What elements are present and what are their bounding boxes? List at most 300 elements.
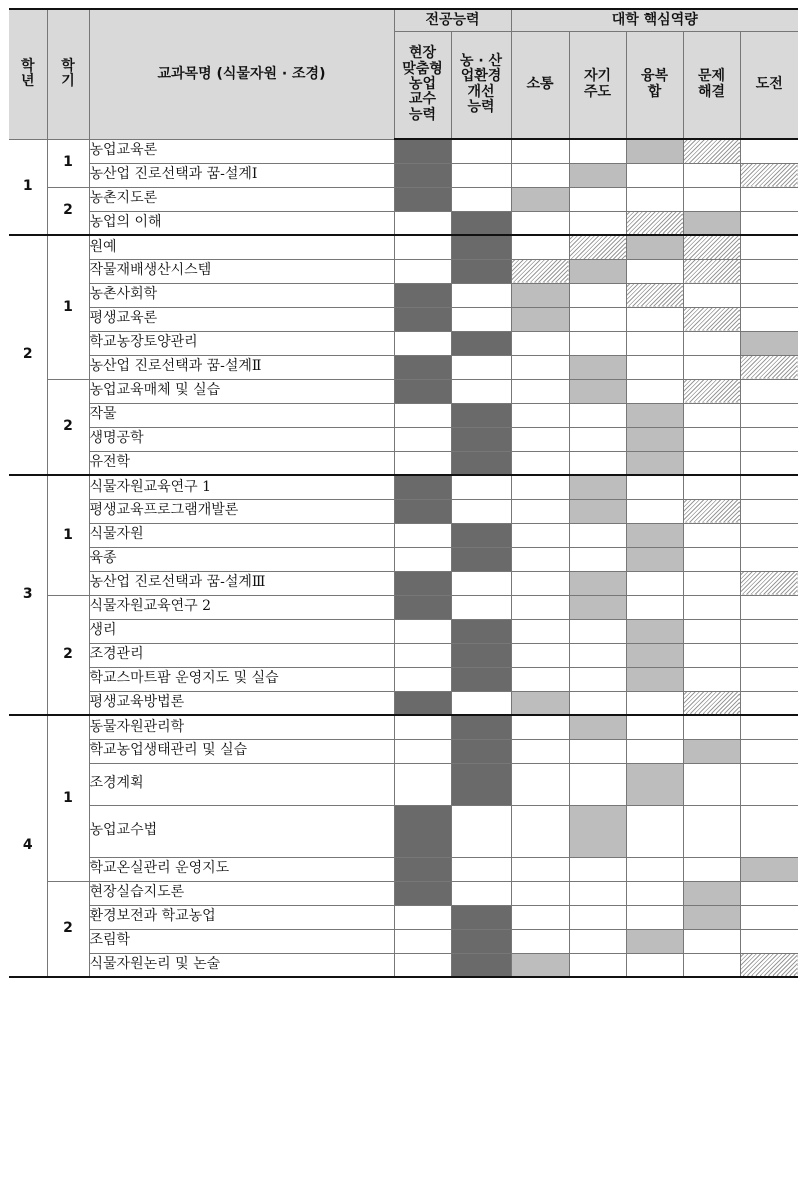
competency-cell-dark: [451, 331, 511, 355]
table-row: [9, 451, 798, 475]
competency-cell-light: [569, 805, 626, 857]
table-row: [9, 475, 798, 499]
competency-cell-empty: [683, 187, 740, 211]
competency-cell-empty: [511, 235, 569, 259]
competency-cell-light: [626, 451, 683, 475]
competency-cell-dark: [451, 763, 511, 805]
table-row: [9, 499, 798, 523]
course-name: 농업의 이해: [89, 211, 394, 235]
competency-cell-empty: [683, 953, 740, 977]
competency-cell-empty: [394, 905, 451, 929]
competency-cell-empty: [569, 451, 626, 475]
table-row: [9, 595, 798, 619]
table-row: [9, 259, 798, 283]
competency-cell-light: [626, 547, 683, 571]
competency-cell-empty: [569, 763, 626, 805]
competency-cell-light: [569, 379, 626, 403]
year-label: 2: [9, 235, 47, 475]
competency-cell-empty: [626, 571, 683, 595]
competency-cell-hatch: [569, 235, 626, 259]
competency-cell-empty: [511, 929, 569, 953]
competency-cell-hatch: [626, 283, 683, 307]
competency-cell-empty: [740, 451, 798, 475]
course-name: 평생교육프로그램개발론: [89, 499, 394, 523]
competency-cell-empty: [683, 763, 740, 805]
competency-cell-empty: [740, 805, 798, 857]
table-row: [9, 905, 798, 929]
competency-cell-empty: [569, 331, 626, 355]
table-row: [9, 403, 798, 427]
competency-cell-empty: [626, 905, 683, 929]
competency-cell-empty: [626, 259, 683, 283]
table-row: [9, 739, 798, 763]
competency-cell-empty: [740, 259, 798, 283]
competency-cell-empty: [511, 857, 569, 881]
competency-cell-empty: [394, 331, 451, 355]
competency-cell-empty: [626, 881, 683, 905]
competency-cell-empty: [451, 595, 511, 619]
header-core-2: 자기 주도: [569, 31, 626, 139]
table-row: [9, 667, 798, 691]
course-name: 작물: [89, 403, 394, 427]
competency-cell-empty: [740, 523, 798, 547]
competency-cell-dark: [394, 499, 451, 523]
competency-cell-light: [569, 355, 626, 379]
competency-cell-empty: [511, 523, 569, 547]
competency-cell-dark: [394, 805, 451, 857]
competency-cell-dark: [451, 403, 511, 427]
competency-cell-empty: [394, 739, 451, 763]
competency-cell-empty: [683, 667, 740, 691]
competency-cell-empty: [511, 139, 569, 163]
table-row: [9, 929, 798, 953]
competency-cell-empty: [451, 163, 511, 187]
competency-cell-empty: [740, 715, 798, 739]
competency-cell-dark: [394, 379, 451, 403]
competency-cell-empty: [626, 475, 683, 499]
course-name: 평생교육방법론: [89, 691, 394, 715]
competency-cell-empty: [394, 451, 451, 475]
competency-cell-empty: [511, 763, 569, 805]
competency-cell-empty: [511, 805, 569, 857]
table-row: [9, 523, 798, 547]
competency-cell-light: [683, 739, 740, 763]
competency-cell-empty: [511, 331, 569, 355]
course-name: 환경보전과 학교농업: [89, 905, 394, 929]
competency-cell-empty: [626, 379, 683, 403]
competency-cell-empty: [511, 667, 569, 691]
table-row: [9, 715, 798, 739]
competency-cell-dark: [394, 355, 451, 379]
course-name: 동물자원관리학: [89, 715, 394, 739]
competency-cell-empty: [511, 571, 569, 595]
competency-cell-hatch: [683, 691, 740, 715]
competency-cell-light: [626, 523, 683, 547]
competency-cell-empty: [511, 211, 569, 235]
competency-cell-dark: [394, 163, 451, 187]
table-row: [9, 619, 798, 643]
competency-cell-empty: [740, 307, 798, 331]
competency-cell-empty: [511, 499, 569, 523]
competency-cell-empty: [683, 403, 740, 427]
competency-cell-empty: [740, 691, 798, 715]
table-row: [9, 163, 798, 187]
competency-cell-empty: [451, 571, 511, 595]
competency-cell-empty: [740, 139, 798, 163]
competency-cell-dark: [451, 953, 511, 977]
competency-cell-light: [569, 475, 626, 499]
competency-cell-dark: [394, 187, 451, 211]
competency-cell-empty: [569, 427, 626, 451]
competency-cell-empty: [569, 857, 626, 881]
competency-cell-empty: [451, 307, 511, 331]
competency-cell-empty: [394, 427, 451, 451]
competency-cell-dark: [451, 427, 511, 451]
year-label: 4: [9, 715, 47, 977]
table-row: [9, 355, 798, 379]
course-name: 현장실습지도론: [89, 881, 394, 905]
table-row: [9, 953, 798, 977]
competency-cell-empty: [740, 283, 798, 307]
header-major-competency: 전공능력: [394, 9, 511, 31]
table-row: [9, 643, 798, 667]
course-name: 평생교육론: [89, 307, 394, 331]
competency-cell-dark: [394, 595, 451, 619]
competency-cell-hatch: [683, 499, 740, 523]
course-name: 조경관리: [89, 643, 394, 667]
competency-cell-dark: [394, 475, 451, 499]
course-name: 식물자원교육연구 1: [89, 475, 394, 499]
course-name: 조경계획: [89, 763, 394, 805]
table-row: [9, 547, 798, 571]
competency-cell-empty: [740, 667, 798, 691]
course-name: 작물재배생산시스템: [89, 259, 394, 283]
competency-cell-empty: [626, 187, 683, 211]
competency-cell-empty: [740, 763, 798, 805]
competency-cell-empty: [683, 715, 740, 739]
competency-cell-empty: [626, 331, 683, 355]
competency-cell-light: [626, 427, 683, 451]
semester-label: 1: [47, 235, 89, 379]
competency-cell-dark: [394, 307, 451, 331]
competency-cell-dark: [394, 857, 451, 881]
competency-cell-empty: [511, 619, 569, 643]
competency-cell-empty: [511, 475, 569, 499]
course-name: 농업교육론: [89, 139, 394, 163]
competency-cell-empty: [683, 571, 740, 595]
table-row: [9, 331, 798, 355]
table-row: [9, 881, 798, 905]
competency-cell-empty: [569, 881, 626, 905]
competency-cell-light: [569, 571, 626, 595]
competency-cell-empty: [740, 211, 798, 235]
header-core-1: 소통: [511, 31, 569, 139]
course-name: 생리: [89, 619, 394, 643]
competency-cell-empty: [394, 235, 451, 259]
competency-cell-dark: [394, 691, 451, 715]
competency-cell-empty: [569, 643, 626, 667]
competency-cell-dark: [451, 715, 511, 739]
semester-label: 2: [47, 187, 89, 235]
course-name: 학교농장토양관리: [89, 331, 394, 355]
competency-cell-empty: [394, 643, 451, 667]
course-name: 농산업 진로선택과 꿈-설계Ⅰ: [89, 163, 394, 187]
competency-cell-dark: [451, 643, 511, 667]
table-row: [9, 571, 798, 595]
course-name: 농업교육매체 및 실습: [89, 379, 394, 403]
competency-cell-empty: [683, 427, 740, 451]
competency-cell-dark: [394, 881, 451, 905]
header-core-4: 문제 해결: [683, 31, 740, 139]
competency-cell-empty: [511, 595, 569, 619]
competency-cell-empty: [626, 715, 683, 739]
competency-cell-hatch: [740, 355, 798, 379]
competency-cell-empty: [569, 523, 626, 547]
competency-cell-empty: [683, 283, 740, 307]
competency-cell-empty: [394, 953, 451, 977]
competency-cell-empty: [451, 283, 511, 307]
competency-cell-empty: [740, 619, 798, 643]
competency-cell-empty: [451, 691, 511, 715]
competency-cell-empty: [626, 163, 683, 187]
competency-cell-empty: [569, 187, 626, 211]
competency-cell-hatch: [511, 259, 569, 283]
competency-cell-empty: [511, 547, 569, 571]
curriculum-table: [9, 8, 798, 978]
competency-cell-empty: [394, 403, 451, 427]
competency-cell-empty: [569, 619, 626, 643]
competency-cell-dark: [451, 929, 511, 953]
competency-cell-empty: [740, 187, 798, 211]
competency-cell-dark: [451, 523, 511, 547]
competency-cell-empty: [740, 499, 798, 523]
competency-cell-empty: [740, 643, 798, 667]
competency-cell-empty: [626, 857, 683, 881]
competency-cell-light: [511, 307, 569, 331]
competency-cell-empty: [451, 379, 511, 403]
competency-cell-empty: [740, 427, 798, 451]
competency-cell-empty: [740, 235, 798, 259]
competency-cell-empty: [683, 475, 740, 499]
competency-cell-empty: [683, 619, 740, 643]
competency-cell-empty: [569, 139, 626, 163]
course-name: 유전학: [89, 451, 394, 475]
semester-label: 1: [47, 475, 89, 595]
competency-cell-empty: [740, 595, 798, 619]
competency-cell-empty: [626, 739, 683, 763]
competency-cell-light: [683, 905, 740, 929]
competency-cell-empty: [569, 211, 626, 235]
competency-cell-empty: [683, 331, 740, 355]
table-row: [9, 139, 798, 163]
competency-cell-empty: [683, 857, 740, 881]
competency-cell-empty: [511, 739, 569, 763]
competency-cell-empty: [626, 805, 683, 857]
competency-cell-hatch: [740, 571, 798, 595]
competency-cell-light: [740, 857, 798, 881]
competency-cell-dark: [451, 619, 511, 643]
competency-cell-empty: [626, 355, 683, 379]
competency-cell-empty: [394, 523, 451, 547]
competency-cell-dark: [451, 905, 511, 929]
competency-cell-dark: [451, 259, 511, 283]
header-core-competency: 대학 핵심역량: [511, 9, 798, 31]
competency-cell-empty: [683, 163, 740, 187]
competency-cell-dark: [451, 211, 511, 235]
competency-cell-empty: [740, 905, 798, 929]
competency-cell-light: [626, 667, 683, 691]
competency-cell-empty: [451, 499, 511, 523]
competency-cell-hatch: [740, 163, 798, 187]
competency-cell-light: [683, 881, 740, 905]
competency-cell-dark: [394, 283, 451, 307]
course-name: 학교온실관리 운영지도: [89, 857, 394, 881]
competency-cell-empty: [740, 547, 798, 571]
competency-cell-light: [511, 187, 569, 211]
competency-cell-empty: [394, 763, 451, 805]
competency-cell-empty: [569, 953, 626, 977]
year-label: 3: [9, 475, 47, 715]
competency-cell-empty: [626, 595, 683, 619]
competency-cell-empty: [683, 451, 740, 475]
competency-cell-empty: [394, 259, 451, 283]
competency-cell-hatch: [683, 139, 740, 163]
semester-label: 1: [47, 139, 89, 187]
header-core-3: 융복 합: [626, 31, 683, 139]
competency-cell-empty: [740, 881, 798, 905]
table-row: [9, 691, 798, 715]
course-name: 식물자원교육연구 2: [89, 595, 394, 619]
competency-cell-empty: [511, 355, 569, 379]
competency-cell-light: [569, 259, 626, 283]
competency-cell-empty: [740, 475, 798, 499]
competency-cell-light: [569, 595, 626, 619]
table-row: [9, 235, 798, 259]
competency-cell-empty: [740, 739, 798, 763]
competency-cell-dark: [394, 139, 451, 163]
table-body: [9, 139, 798, 977]
competency-cell-empty: [569, 403, 626, 427]
competency-cell-light: [683, 211, 740, 235]
competency-cell-hatch: [683, 235, 740, 259]
competency-cell-light: [569, 499, 626, 523]
course-name: 원예: [89, 235, 394, 259]
table-row: [9, 211, 798, 235]
course-name: 학교스마트팜 운영지도 및 실습: [89, 667, 394, 691]
competency-cell-empty: [683, 595, 740, 619]
competency-cell-empty: [394, 929, 451, 953]
competency-cell-empty: [511, 881, 569, 905]
course-name: 조림학: [89, 929, 394, 953]
competency-cell-empty: [569, 739, 626, 763]
header-year: 학 년: [9, 9, 47, 139]
competency-cell-hatch: [683, 379, 740, 403]
competency-cell-light: [626, 403, 683, 427]
competency-cell-empty: [740, 403, 798, 427]
competency-cell-empty: [569, 283, 626, 307]
competency-cell-light: [511, 953, 569, 977]
competency-cell-empty: [683, 643, 740, 667]
table-row: [9, 379, 798, 403]
competency-cell-empty: [394, 547, 451, 571]
competency-cell-empty: [511, 715, 569, 739]
competency-cell-light: [740, 331, 798, 355]
competency-cell-hatch: [683, 307, 740, 331]
header-major-2: 농 · 산 업환경 개선 능력: [451, 31, 511, 139]
competency-cell-empty: [626, 499, 683, 523]
competency-cell-empty: [451, 475, 511, 499]
table-row: [9, 187, 798, 211]
course-name: 농촌사회학: [89, 283, 394, 307]
table-row: [9, 805, 798, 857]
header-major-1: 현장 맞춤형 농업 교수 능력: [394, 31, 451, 139]
competency-cell-empty: [511, 451, 569, 475]
competency-cell-empty: [740, 379, 798, 403]
course-name: 농촌지도론: [89, 187, 394, 211]
table-row: [9, 763, 798, 805]
table-row: [9, 283, 798, 307]
competency-cell-empty: [511, 427, 569, 451]
competency-cell-empty: [511, 643, 569, 667]
competency-cell-empty: [569, 547, 626, 571]
competency-cell-empty: [511, 403, 569, 427]
competency-cell-light: [511, 691, 569, 715]
competency-cell-empty: [394, 619, 451, 643]
competency-cell-empty: [451, 139, 511, 163]
competency-cell-dark: [451, 667, 511, 691]
competency-cell-empty: [683, 929, 740, 953]
competency-cell-empty: [683, 355, 740, 379]
table-row: [9, 857, 798, 881]
competency-cell-hatch: [683, 259, 740, 283]
competency-cell-empty: [683, 523, 740, 547]
competency-cell-empty: [569, 691, 626, 715]
competency-cell-hatch: [740, 953, 798, 977]
course-name: 학교농업생태관리 및 실습: [89, 739, 394, 763]
competency-cell-light: [626, 643, 683, 667]
course-name: 농업교수법: [89, 805, 394, 857]
course-name: 식물자원: [89, 523, 394, 547]
competency-cell-empty: [451, 187, 511, 211]
competency-cell-empty: [569, 929, 626, 953]
competency-cell-empty: [451, 881, 511, 905]
competency-cell-dark: [451, 739, 511, 763]
course-name: 생명공학: [89, 427, 394, 451]
competency-cell-empty: [683, 805, 740, 857]
competency-cell-empty: [626, 691, 683, 715]
competency-cell-empty: [569, 667, 626, 691]
competency-cell-empty: [511, 905, 569, 929]
competency-cell-empty: [683, 547, 740, 571]
competency-cell-dark: [394, 571, 451, 595]
competency-cell-light: [626, 139, 683, 163]
competency-cell-empty: [626, 953, 683, 977]
competency-cell-light: [626, 235, 683, 259]
semester-label: 1: [47, 715, 89, 881]
semester-label: 2: [47, 595, 89, 715]
course-name: 농산업 진로선택과 꿈-설계Ⅲ: [89, 571, 394, 595]
competency-cell-empty: [569, 905, 626, 929]
competency-cell-empty: [394, 667, 451, 691]
competency-cell-dark: [451, 235, 511, 259]
competency-cell-empty: [511, 379, 569, 403]
course-name: 농산업 진로선택과 꿈-설계Ⅱ: [89, 355, 394, 379]
course-name: 식물자원논리 및 논술: [89, 953, 394, 977]
table-row: [9, 307, 798, 331]
competency-cell-empty: [740, 929, 798, 953]
year-label: 1: [9, 139, 47, 235]
competency-cell-dark: [451, 451, 511, 475]
